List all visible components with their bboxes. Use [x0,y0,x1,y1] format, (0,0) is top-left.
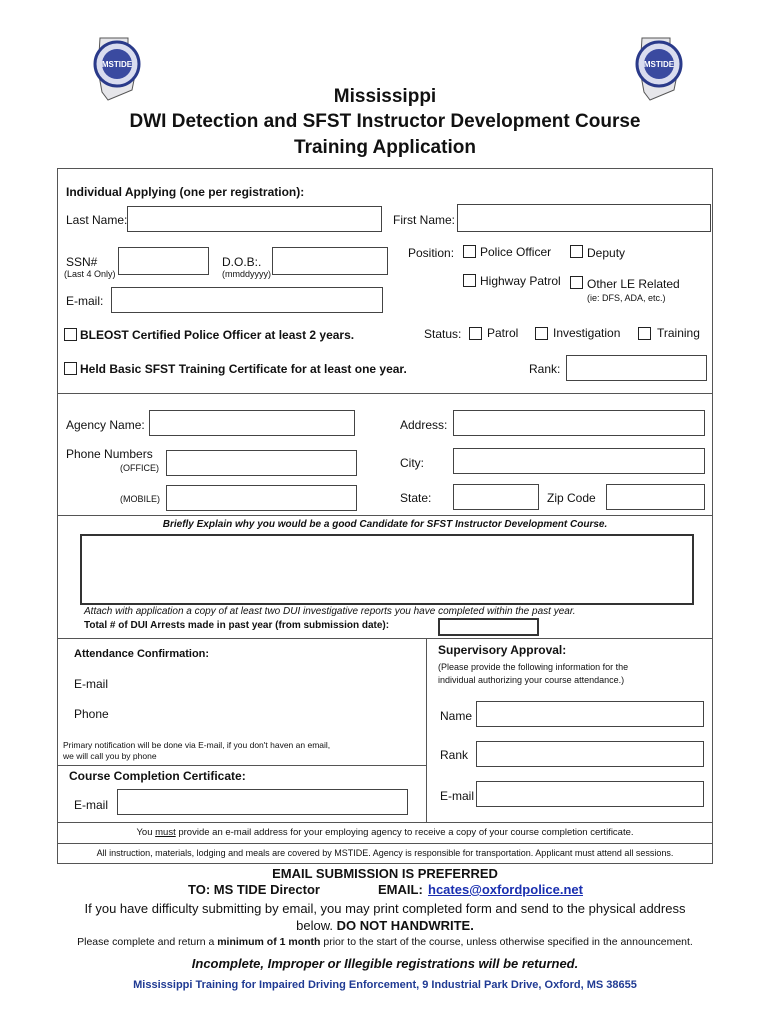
title-doc: Training Application [294,137,476,158]
city-label: City: [400,456,424,470]
deputy-checkbox[interactable] [570,245,583,258]
phone-mobile-label: (MOBILE) [120,494,161,504]
mstide-address: Mississippi Training for Impaired Driving Enforcement, 9 Industrial Park Drive, Oxford, MS 38655 [133,979,637,991]
agency-name-field[interactable] [149,410,355,436]
divider-notice1 [57,822,713,823]
divider-attendance [57,638,713,639]
ssn-label: SSN# [66,255,98,269]
mail-instructions-2: below. DO NOT HANDWRITE. [296,918,474,933]
zip-label: Zip Code [547,491,596,505]
explain-prompt: Briefly Explain why you would be a good Candidate for SFST Instructor Development Course. [162,519,608,530]
highway-patrol-label: Highway Patrol [480,274,561,288]
state-label: State: [400,491,432,505]
last-name-label: Last Name: [66,213,128,227]
certificate-title: Course Completion Certificate: [69,769,246,783]
attendance-phone-label: Phone [74,707,109,721]
first-name-field[interactable] [457,204,711,232]
other-le-checkbox[interactable] [570,276,583,289]
training-checkbox[interactable] [638,327,651,340]
divider-notice2 [57,843,713,844]
ssn-note: (Last 4 Only) [64,269,116,279]
logo-text: MSTIDE [643,60,675,69]
patrol-checkbox[interactable] [469,327,482,340]
supervisor-email-field[interactable] [476,781,704,807]
explain-textarea[interactable] [80,534,694,605]
state-field[interactable] [453,484,539,510]
total-dui-field[interactable] [438,618,539,636]
highway-patrol-checkbox[interactable] [463,274,476,287]
title-state: Mississippi [333,86,437,107]
total-dui-label: Total # of DUI Arrests made in past year (from submission date): [84,620,390,631]
email-label: E-mail: [66,294,104,308]
police-officer-checkbox[interactable] [463,245,476,258]
supervisor-title: Supervisory Approval: [438,643,567,657]
status-label: Status: [424,327,462,341]
phone-numbers-label: Phone Numbers [66,447,153,461]
supervisor-email-label: E-mail [440,789,475,803]
phone-mobile-field[interactable] [166,485,357,511]
rank-field[interactable] [566,355,707,381]
supervisor-note-1: (Please provide the following information for the [438,662,629,672]
ssn-field[interactable] [118,247,209,275]
title-course: DWI Detection and SFST Instructor Development Course [129,111,641,132]
first-name-label: First Name: [393,213,456,227]
address-label: Address: [400,418,448,432]
certificate-email-label: E-mail [74,798,109,812]
sfst-cert-label: Held Basic SFST Training Certificate for at least one year. [80,362,407,376]
divider-agency [57,393,713,394]
attendance-note-2: we will call you by phone [63,751,157,761]
mail-instructions-1: If you have difficulty submitting by email, you may print completed form and send to the physical address [84,901,686,916]
logo-text: MSTIDE [101,60,133,69]
investigation-checkbox[interactable] [535,327,548,340]
zip-field[interactable] [606,484,705,510]
city-field[interactable] [453,448,705,474]
patrol-label: Patrol [487,326,519,340]
supervisor-note-2: individual authorizing your course attendance.) [438,675,625,685]
divider-certificate [57,765,427,766]
attach-note: Attach with application a copy of at least two DUI investigative reports you have completed within the past year. [84,606,576,617]
phone-office-label: (OFFICE) [120,463,159,473]
incomplete-warning: Incomplete, Improper or Illegible registrations will be returned. [191,956,579,971]
supervisor-name-field[interactable] [476,701,704,727]
must-provide-notice: You must provide an e-mail address for your employing agency to receive a copy of your course completion certificate. [136,827,634,838]
dob-field[interactable] [272,247,388,275]
police-officer-label: Police Officer [480,245,552,259]
last-name-field[interactable] [127,206,382,232]
bleost-label: BLEOST Certified Police Officer at least 2 years. [80,328,355,342]
covered-notice: All instruction, materials, lodging and meals are covered by MSTIDE. Agency is responsible for transportation. Applicant must attend all sessions. [96,848,674,858]
bleost-checkbox[interactable] [64,328,77,341]
training-label: Training [657,326,700,340]
supervisor-rank-field[interactable] [476,741,704,767]
attendance-note-1: Primary notification will be done via E-mail, if you don't haven an email, [63,740,331,750]
divider-vertical [426,638,427,822]
divider-explain [57,515,713,516]
investigation-label: Investigation [553,326,621,340]
other-le-label: Other LE Related [587,277,680,291]
agency-name-label: Agency Name: [66,418,145,432]
address-field[interactable] [453,410,705,436]
position-label: Position: [408,246,455,260]
email-preferred: EMAIL SUBMISSION IS PREFERRED [272,866,498,881]
applicant-section-label: Individual Applying (one per registration): [66,185,305,199]
supervisor-name-label: Name [440,709,473,723]
attendance-title: Attendance Confirmation: [74,648,210,660]
certificate-email-field[interactable] [117,789,408,815]
rank-label: Rank: [529,362,561,376]
email-label: EMAIL: [378,882,423,897]
phone-office-field[interactable] [166,450,357,476]
deputy-label: Deputy [587,246,626,260]
email-field[interactable] [111,287,383,313]
supervisor-rank-label: Rank [440,748,469,762]
dob-note: (mmddyyyy) [222,269,271,279]
deadline-notice: Please complete and return a minimum of 1 month prior to the start of the course, unless otherwise specified in the announcement. [77,936,693,948]
dob-label: D.O.B:. [222,255,262,269]
director-email-link[interactable]: hcates@oxfordpolice.net [428,882,583,897]
to-director: TO: MS TIDE Director [188,882,320,897]
attendance-email-label: E-mail [74,677,109,691]
other-le-note: (ie: DFS, ADA, etc.) [587,293,666,303]
sfst-cert-checkbox[interactable] [64,362,77,375]
